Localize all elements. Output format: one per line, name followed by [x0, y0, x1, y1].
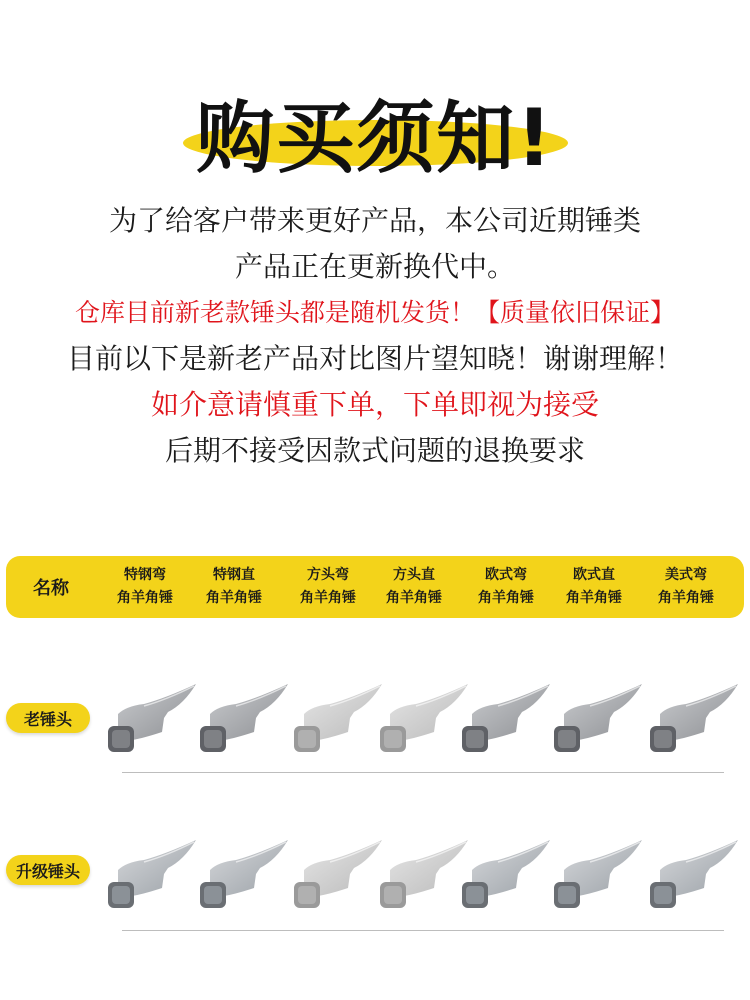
comparison-header: [6, 556, 744, 618]
header-col-4-line1: 方头直: [393, 567, 435, 583]
hammer-image-old-5: [458, 670, 554, 760]
notice-line-3: 仓库目前新老款锤头都是随机发货！【质量依旧保证】: [74, 298, 675, 327]
hammer-image-upgraded-7: [646, 826, 742, 916]
header-col-3-line2: 角羊角锤: [300, 590, 356, 606]
header-col-6-line2: 角羊角锤: [566, 590, 622, 606]
notice-line-5: 如介意请慎重下单，下单即视为接受: [150, 388, 599, 421]
hammer-image-old-2: [196, 670, 292, 760]
hammer-image-old-7: [646, 670, 742, 760]
header-col-2: [188, 564, 280, 610]
hammer-image-upgraded-5: [458, 826, 554, 916]
hammer-image-old-1: [104, 670, 200, 760]
hammer-image-old-3: [290, 670, 386, 760]
header-col-6-line1: 欧式直: [573, 567, 615, 583]
hammer-image-upgraded-3: [290, 826, 386, 916]
header-col-6: [548, 564, 640, 610]
page-title: 购买须知!: [196, 94, 554, 184]
header-col-7-line1: 美式弯: [665, 567, 707, 583]
header-col-5-line1: 欧式弯: [485, 567, 527, 583]
header-col-5-line2: 角羊角锤: [478, 590, 534, 606]
header-col-4-line2: 角羊角锤: [386, 590, 442, 606]
hammer-image-upgraded-6: [550, 826, 646, 916]
row-divider-old: [122, 772, 724, 773]
header-col-2-line2: 角羊角锤: [206, 590, 262, 606]
header-col-3-line1: 方头弯: [307, 567, 349, 583]
header-col-1-line1: 特钢弯: [124, 567, 166, 583]
header-col-2-line1: 特钢直: [213, 567, 255, 583]
row-label-old: 老锤头: [6, 703, 90, 733]
header-col-1-line2: 角羊角锤: [117, 590, 173, 606]
title-area: [0, 70, 750, 184]
notice-line-2: 产品正在更新换代中。: [234, 250, 515, 283]
header-col-7: [640, 564, 732, 610]
header-col-4: [368, 564, 460, 610]
header-col-1: [99, 564, 191, 610]
header-name-label: 名称: [33, 578, 69, 599]
hammer-image-upgraded-2: [196, 826, 292, 916]
row-label-upgraded: 升级锤头: [6, 855, 90, 885]
row-divider-upgraded: [122, 930, 724, 931]
hammer-image-upgraded-1: [104, 826, 200, 916]
hammer-image-old-6: [550, 670, 646, 760]
notice-block: [0, 198, 750, 474]
notice-line-6: 后期不接受因款式问题的退换要求: [164, 434, 585, 467]
header-col-5: [460, 564, 552, 610]
notice-line-4: 目前以下是新老产品对比图片望知晓！谢谢理解！: [66, 342, 683, 375]
notice-line-1: 为了给客户带来更好产品，本公司近期锤类: [108, 204, 641, 237]
header-col-7-line2: 角羊角锤: [658, 590, 714, 606]
header-col-3: [282, 564, 374, 610]
